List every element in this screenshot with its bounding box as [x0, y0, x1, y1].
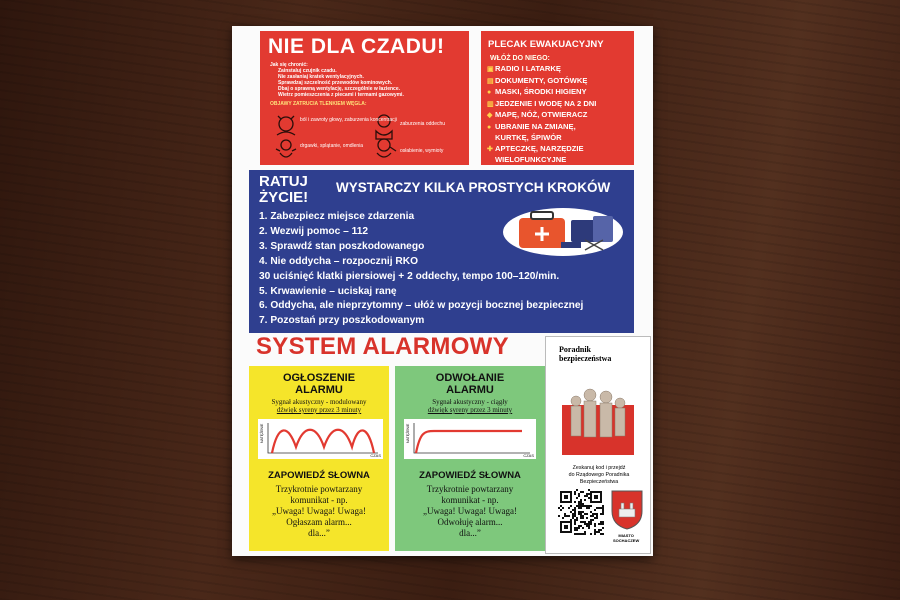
odwolanie-axis-x: CZAS — [523, 453, 534, 458]
ogloszenie-title-line2: ALARMU — [295, 384, 343, 396]
ratuj-step: 5. Krwawienie – uciskaj ranę — [259, 285, 397, 297]
plecak-item-label: JEDZENIE I WODĘ NA 2 DNI — [495, 98, 597, 108]
map-icon: ◆ — [487, 112, 493, 119]
poradnik-scan-line: Zeskanuj kod i przejdź — [572, 465, 626, 471]
plecak-item — [487, 133, 634, 144]
odwolanie-axis-y: NATĘŻENIE — [406, 423, 410, 443]
odwolanie-signal-line1: Sygnał akustyczny - ciągły — [432, 398, 508, 406]
plecak-item-label: APTECZKĘ, NARZĘDZIE — [495, 143, 584, 153]
czad-bullet: Wietrz pomieszczenia z piecami i termami gazowymi. — [278, 92, 404, 98]
plecak-item — [487, 76, 634, 88]
poradnik-title — [559, 345, 650, 363]
ratuj-steps — [259, 210, 583, 329]
poradnik-scan-text — [546, 459, 652, 486]
ratuj-title — [259, 174, 308, 206]
documents-icon: ▤ — [487, 77, 494, 85]
city-name — [613, 533, 639, 543]
ratuj-subtitle: WYSTARCZY KILKA PROSTYCH KROKÓW — [336, 180, 611, 195]
continuous-signal-chart — [404, 419, 536, 459]
ratuj-step: 2. Wezwij pomoc – 112 — [259, 225, 369, 237]
symptom-1: ból i zawroty głowy, zaburzenia koncentracji — [300, 117, 397, 123]
poradnik-scan-line: Bezpieczeństwa — [579, 479, 619, 485]
plecak-item-label: MASKI, ŚRODKI HIGIENY — [495, 87, 587, 96]
odwolanie-zap-text — [395, 484, 545, 539]
plecak-panel — [481, 31, 634, 165]
vomiting-icon — [377, 139, 396, 157]
czad-bullet: Zainstaluj czujnik czadu. — [278, 68, 337, 74]
ogloszenie-signal-line2: dźwięk syreny przez 3 minuty — [276, 406, 362, 414]
city-name-line1: MIASTO — [618, 533, 634, 538]
odwolanie-title — [395, 372, 545, 396]
clothes-icon: ● — [487, 123, 492, 131]
plecak-item — [487, 110, 634, 122]
plecak-subtitle: WŁÓŻ DO NIEGO: — [490, 55, 550, 62]
convulsions-icon — [276, 140, 296, 157]
odwolanie-title-line2: ALARMU — [446, 384, 494, 396]
plecak-item — [487, 144, 634, 156]
sochaczew-coat-of-arms-icon — [610, 487, 644, 531]
ogloszenie-title-line1: OGŁOSZENIE — [282, 372, 356, 384]
symptom-2: zaburzenia oddechu — [400, 121, 446, 127]
ratuj-step: 3. Sprawdź stan poszkodowanego — [259, 240, 425, 252]
ogloszenie-zap-line: komunikat - np. — [290, 495, 348, 505]
ogloszenie-zap-line: Trzykrotnie powtarzany — [275, 484, 363, 494]
odwolanie-signal-line2: dźwięk syreny przez 3 minuty — [427, 406, 513, 414]
odwolanie-zap-title: ZAPOWIEDŹ SŁOWNA — [419, 470, 521, 481]
city-name-line2: SOCHACZEW — [613, 538, 640, 543]
ratuj-step: 7. Pozostań przy poszkodowanym — [259, 315, 425, 327]
plecak-title: PLECAK EWAKUACYJNY — [488, 39, 604, 50]
mask-icon: ● — [487, 89, 492, 96]
czad-panel — [260, 31, 469, 165]
ogloszenie-zap-text — [249, 484, 389, 539]
odwolanie-zap-line: „Uwaga! Uwaga! Uwaga! — [423, 506, 517, 516]
ogloszenie-zap-line: Ogłaszam alarm... — [286, 517, 352, 527]
odwolanie-title-line1: ODWOŁANIE — [435, 372, 505, 384]
ogloszenie-title — [249, 372, 389, 396]
system-title: SYSTEM ALARMOWY — [256, 333, 509, 360]
poradnik-title-line1: Poradnik — [559, 345, 592, 354]
ratuj-panel — [249, 170, 634, 333]
odwolanie-zap-line: Odwołuję alarm... — [437, 517, 503, 527]
ogloszenie-zap-title: ZAPOWIEDŹ SŁOWNA — [268, 470, 370, 481]
poradnik-title-line2: bezpieczeństwa — [559, 354, 612, 363]
plecak-item — [487, 87, 634, 99]
czad-tips — [270, 62, 469, 107]
symptoms-title: OBJAWY ZATRUCIA TLENKIEM WĘGLA: — [270, 101, 367, 107]
czad-title: NIE DLA CZADU! — [268, 35, 445, 58]
ogloszenie-panel — [249, 366, 389, 551]
plecak-item — [487, 155, 634, 165]
plecak-item — [487, 64, 634, 76]
ogloszenie-zap-line: „Uwaga! Uwaga! Uwaga! — [272, 506, 366, 516]
modulated-signal-chart — [258, 419, 383, 459]
plecak-item-label: DOKUMENTY, GOTÓWKĘ — [495, 75, 588, 85]
ogloszenie-signal — [249, 398, 389, 414]
poradnik-scan-line: do Rządowego Poradnika — [568, 472, 630, 478]
symptom-3: drgawki, splątanie, omdlenia — [300, 143, 364, 149]
ratuj-step: 30 uciśnięć klatki piersiowej + 2 oddechy, tempo 100–120/min. — [259, 270, 560, 282]
food-icon: ▥ — [487, 100, 494, 108]
plecak-item — [487, 99, 634, 111]
czad-bullet: Nie zasłaniaj kratek wentylacyjnych. — [278, 74, 364, 80]
poradnik-panel — [545, 336, 653, 556]
ratuj-title-line2: ŻYCIE! — [259, 189, 309, 206]
czad-bullet: Dbaj o sprawną wentylację, szczególnie w łazience. — [278, 86, 400, 92]
plecak-item-label: MAPĘ, NÓŻ, OTWIERACZ — [495, 110, 588, 119]
ogloszenie-signal-line1: Sygnał akustyczny - modulowany — [271, 398, 367, 406]
poradnik-cover-illustration — [562, 375, 634, 455]
odwolanie-zap-line: Trzykrotnie powtarzany — [426, 484, 514, 494]
ogloszenie-axis-x: CZAS — [370, 453, 381, 458]
ratuj-step: 4. Nie oddycha – rozpocznij RKO — [259, 255, 419, 267]
plecak-item-label: KURTKĘ, ŚPIWÓR — [495, 133, 562, 142]
plecak-item-label: WIELOFUNKCYJNE — [495, 155, 567, 164]
plecak-item-label: UBRANIE NA ZMIANĘ, — [495, 121, 576, 131]
ratuj-step: 6. Oddycha, ale nieprzytomny – ułóż w pozycji bocznej bezpiecznej — [259, 300, 584, 312]
odwolanie-signal — [395, 398, 545, 414]
ratuj-title-line1: RATUJ — [259, 173, 308, 190]
ogloszenie-axis-y: NATĘŻENIE — [260, 423, 264, 443]
czad-bullet: Sprawdzaj szczelność przewodów kominowych. — [278, 80, 393, 86]
first-aid-icon: ✚ — [487, 145, 493, 153]
qr-code[interactable] — [558, 489, 604, 535]
odwolanie-panel — [395, 366, 545, 551]
odwolanie-zap-line: dla...” — [459, 528, 481, 538]
plecak-item — [487, 122, 634, 134]
czad-intro: Jak się chronić: — [270, 62, 308, 68]
plecak-item-label: RADIO I LATARKĘ — [495, 64, 561, 73]
odwolanie-zap-line: komunikat - np. — [441, 495, 499, 505]
ratuj-step: 1. Zabezpiecz miejsce zdarzenia — [259, 211, 415, 222]
radio-icon: ▣ — [487, 66, 494, 73]
ogloszenie-zap-line: dla...” — [308, 528, 330, 538]
symptom-4: osłabienie, wymioty — [400, 148, 444, 154]
headache-icon — [277, 116, 295, 135]
safety-poster — [232, 26, 653, 556]
